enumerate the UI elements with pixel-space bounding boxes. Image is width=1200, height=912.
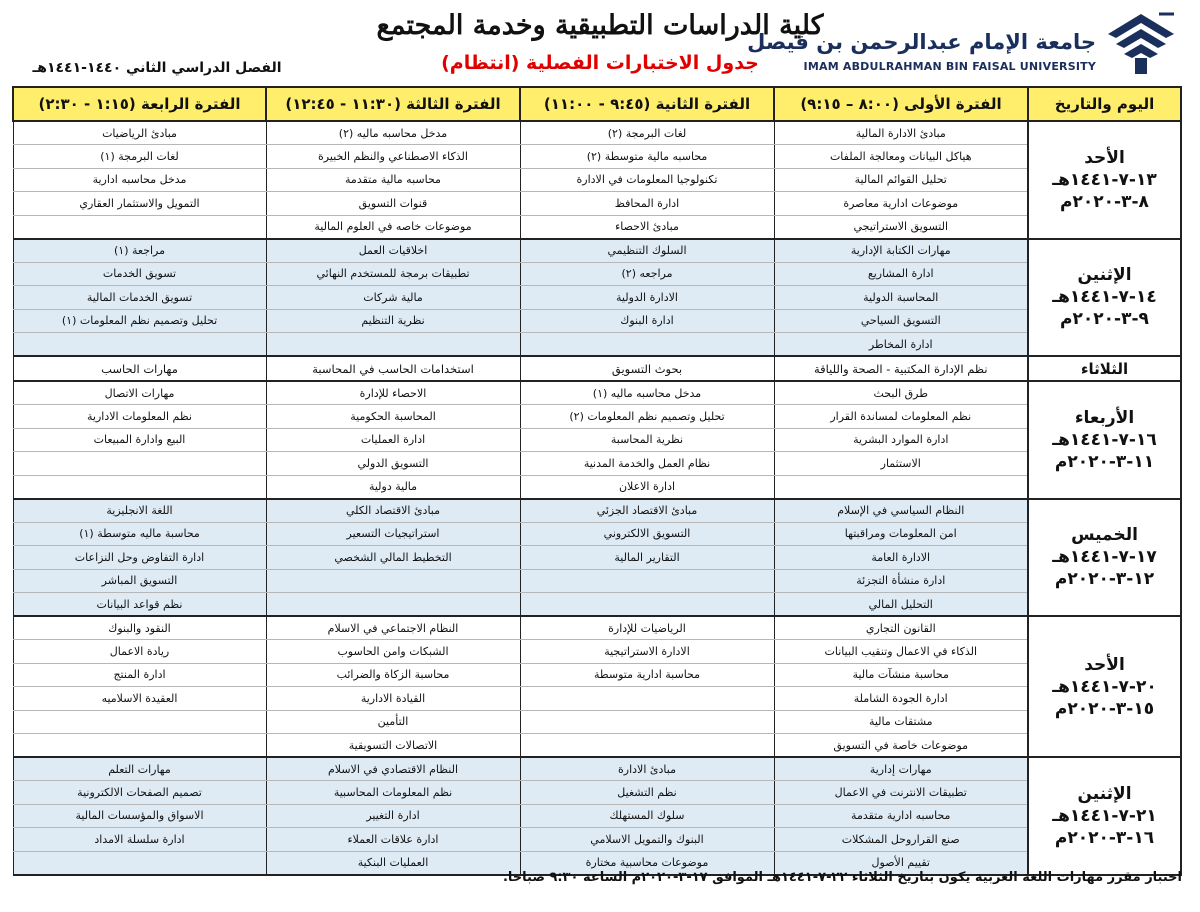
day-date-cell — [1028, 757, 1181, 875]
course-cell: مبادئ الادارة المالية — [774, 121, 1028, 145]
table-row — [13, 804, 1181, 828]
course-cell: المحاسبة الدولية — [774, 286, 1028, 310]
course-cell: مدخل محاسبه ماليه (٢) — [266, 121, 520, 145]
course-cell: البنوك والتمويل الاسلامي — [520, 828, 774, 852]
course-cell — [13, 215, 266, 239]
course-cell: لغات البرمجة (٢) — [520, 121, 774, 145]
course-cell: التسويق الدولي — [266, 452, 520, 476]
day-date-cell — [1028, 381, 1181, 499]
course-cell: القيادة الادارية — [266, 687, 520, 711]
page-title: كلية الدراسات التطبيقية وخدمة المجتمع — [376, 10, 824, 41]
course-cell — [520, 333, 774, 357]
table-row — [13, 356, 1181, 381]
course-cell: مهارات الحاسب — [13, 356, 266, 381]
course-cell: التسويق الالكتروني — [520, 522, 774, 546]
course-cell: تسويق الخدمات — [13, 262, 266, 286]
day-group — [13, 616, 1181, 757]
course-cell: طرق البحث — [774, 381, 1028, 405]
gregorian-date: ٩-٣-٢٠٢٠م — [1060, 309, 1149, 330]
course-cell: محاسبه مالية متوسطة (٢) — [520, 145, 774, 169]
course-cell: التمويل والاستثمار العقاري — [13, 192, 266, 216]
table-row — [13, 192, 1181, 216]
course-cell — [520, 734, 774, 758]
course-cell: نظام العمل والخدمة المدنية — [520, 452, 774, 476]
table-header-row — [13, 87, 1181, 121]
table-row — [13, 781, 1181, 805]
course-cell: ادارة علاقات العملاء — [266, 828, 520, 852]
course-cell: اللغة الانجليزية — [13, 499, 266, 523]
table-row — [13, 121, 1181, 145]
course-cell: ادارة الاعلان — [520, 475, 774, 499]
course-cell: ادارة المحافظ — [520, 192, 774, 216]
course-cell: مهارات إدارية — [774, 757, 1028, 781]
table-row — [13, 734, 1181, 758]
hijri-date: ١٤-٧-١٤٤١هـ — [1052, 287, 1157, 308]
page-subtitle: جدول الاختبارات الفصلية (انتظام) — [441, 52, 759, 74]
gregorian-date: ١١-٣-٢٠٢٠م — [1054, 451, 1155, 472]
day-name: الأربعاء — [1074, 407, 1135, 428]
column-header-period-1: الفترة الأولى (٨:٠٠ – ٩:١٥) — [774, 87, 1028, 121]
gregorian-date: ٨-٣-٢٠٢٠م — [1060, 191, 1149, 212]
course-cell: تكنولوجيا المعلومات في الادارة — [520, 168, 774, 192]
course-cell: محاسبة الزكاة والضرائب — [266, 663, 520, 687]
column-header-period-4: الفترة الرابعة (١:١٥ - ٢:٣٠) — [13, 87, 266, 121]
table-row — [13, 710, 1181, 734]
course-cell: الاحصاء للإدارة — [266, 381, 520, 405]
course-cell: مدخل محاسبه ماليه (١) — [520, 381, 774, 405]
day-name: الأحد — [1084, 147, 1125, 168]
table-row — [13, 405, 1181, 429]
course-cell: التسويق السياحي — [774, 309, 1028, 333]
course-cell: موضوعات خاصه في العلوم المالية — [266, 215, 520, 239]
course-cell: امن المعلومات ومراقبتها — [774, 522, 1028, 546]
course-cell: محاسبة ادارية متوسطة — [520, 663, 774, 687]
hijri-date: ٢٠-٧-١٤٤١هـ — [1052, 676, 1157, 697]
course-cell: تطبيقات برمجة للمستخدم النهائي — [266, 262, 520, 286]
university-emblem-icon — [1104, 8, 1178, 76]
table-row — [13, 381, 1181, 405]
day-name: الثلاثاء — [1080, 359, 1129, 378]
course-cell: نظم التشغيل — [520, 781, 774, 805]
course-cell: تحليل القوائم المالية — [774, 168, 1028, 192]
day-group — [13, 121, 1181, 239]
course-cell: مراجعه (٢) — [520, 262, 774, 286]
course-cell: نظرية المحاسبة — [520, 428, 774, 452]
course-cell: ادارة التفاوض وحل النزاعات — [13, 546, 266, 570]
table-row — [13, 687, 1181, 711]
course-cell: هياكل البيانات ومعالجة الملفات — [774, 145, 1028, 169]
hijri-date: ١٧-٧-١٤٤١هـ — [1052, 547, 1157, 568]
course-cell: مهارات التعلم — [13, 757, 266, 781]
course-cell: الاسواق والمؤسسات المالية — [13, 804, 266, 828]
course-cell: اخلاقيات العمل — [266, 239, 520, 263]
course-cell: مبادئ الاقتصاد الجزئي — [520, 499, 774, 523]
course-cell: محاسبه ادارية متقدمة — [774, 804, 1028, 828]
course-cell: التسويق الاستراتيجي — [774, 215, 1028, 239]
course-cell: موضوعات خاصة في التسويق — [774, 734, 1028, 758]
course-cell — [13, 710, 266, 734]
day-name: الخميس — [1071, 525, 1138, 546]
course-cell: نظم المعلومات المحاسبية — [266, 781, 520, 805]
course-cell: تصميم الصفحات الالكترونية — [13, 781, 266, 805]
course-cell: النظام الاجتماعي في الاسلام — [266, 616, 520, 640]
course-cell: الرياضيات للإدارة — [520, 616, 774, 640]
course-cell: الادارة الاستراتيجية — [520, 640, 774, 664]
table-row — [13, 593, 1181, 617]
course-cell: ادارة الجودة الشاملة — [774, 687, 1028, 711]
table-row — [13, 640, 1181, 664]
course-cell: محاسبه مالية متقدمة — [266, 168, 520, 192]
course-cell: ادارة سلسلة الامداد — [13, 828, 266, 852]
course-cell: تطبيقات الانترنت في الاعمال — [774, 781, 1028, 805]
course-cell — [520, 710, 774, 734]
semester-label: الفصل الدراسي الثاني ١٤٤٠-١٤٤١هـ — [32, 60, 282, 76]
course-cell: لغات البرمجة (١) — [13, 145, 266, 169]
course-cell — [13, 851, 266, 875]
table-row — [13, 663, 1181, 687]
course-cell: موضوعات ادارية معاصرة — [774, 192, 1028, 216]
course-cell: نظم المعلومات الادارية — [13, 405, 266, 429]
course-cell — [520, 593, 774, 617]
course-cell: مهارات الاتصال — [13, 381, 266, 405]
course-cell — [13, 452, 266, 476]
course-cell: مالية شركات — [266, 286, 520, 310]
course-cell: صنع القراروحل المشكلات — [774, 828, 1028, 852]
course-cell: تحليل وتصميم نظم المعلومات (٢) — [520, 405, 774, 429]
course-cell: ادارة الموارد البشرية — [774, 428, 1028, 452]
table-row — [13, 522, 1181, 546]
table-row — [13, 452, 1181, 476]
course-cell: النظام الاقتصادي في الاسلام — [266, 757, 520, 781]
course-cell: تحليل وتصميم نظم المعلومات (١) — [13, 309, 266, 333]
gregorian-date: ١٦-٣-٢٠٢٠م — [1054, 827, 1155, 848]
course-cell: العقيدة الاسلاميه — [13, 687, 266, 711]
course-cell: مشتقات مالية — [774, 710, 1028, 734]
table-row — [13, 428, 1181, 452]
course-cell: ادارة منشأة التجزئة — [774, 569, 1028, 593]
course-cell: العمليات البنكية — [266, 851, 520, 875]
table-row — [13, 546, 1181, 570]
university-name-en: IMAM ABDULRAHMAN BIN FAISAL UNIVERSITY — [803, 60, 1096, 73]
course-cell: الذكاء في الاعمال وتنقيب البيانات — [774, 640, 1028, 664]
hijri-date: ٢١-٧-١٤٤١هـ — [1052, 805, 1157, 826]
column-header-period-3: الفترة الثالثة (١١:٣٠ - ١٢:٤٥) — [266, 87, 520, 121]
course-cell: ادارة المنتج — [13, 663, 266, 687]
course-cell — [520, 569, 774, 593]
course-cell: التخطيط المالي الشخصي — [266, 546, 520, 570]
course-cell: المحاسبة الحكومية — [266, 405, 520, 429]
course-cell: استخدامات الحاسب في المحاسبة — [266, 356, 520, 381]
course-cell: ريادة الاعمال — [13, 640, 266, 664]
day-group — [13, 239, 1181, 357]
hijri-date: ١٦-٧-١٤٤١هـ — [1052, 429, 1157, 450]
course-cell — [13, 333, 266, 357]
course-cell: مالية دولية — [266, 475, 520, 499]
course-cell: التأمين — [266, 710, 520, 734]
day-group — [13, 499, 1181, 617]
course-cell: محاسبة منشآت مالية — [774, 663, 1028, 687]
course-cell — [774, 475, 1028, 499]
course-cell — [13, 475, 266, 499]
table-row — [13, 168, 1181, 192]
gregorian-date: ١٥-٣-٢٠٢٠م — [1054, 698, 1155, 719]
course-cell: محاسبة ماليه متوسطة (١) — [13, 522, 266, 546]
day-group — [13, 381, 1181, 499]
footnote: اختبار مقرر مهارات اللغة العربية يكون بتاريخ الثلاثاء ٢٢-٧-١٤٤١هـ الموافق ١٧-٣-٢٠٢٠م الساعة ٩:٣٠ صباحا. — [502, 870, 1182, 885]
exam-schedule-table — [12, 86, 1182, 876]
course-cell: استراتيجيات التسعير — [266, 522, 520, 546]
course-cell: الادارة العامة — [774, 546, 1028, 570]
course-cell: نظم المعلومات لمساندة القرار — [774, 405, 1028, 429]
course-cell: البيع وادارة المبيعات — [13, 428, 266, 452]
table-row — [13, 262, 1181, 286]
day-name: الأحد — [1084, 654, 1125, 675]
course-cell: التحليل المالي — [774, 593, 1028, 617]
course-cell: التقارير المالية — [520, 546, 774, 570]
course-cell: تسويق الخدمات المالية — [13, 286, 266, 310]
course-cell: الادارة الدولية — [520, 286, 774, 310]
table-row — [13, 828, 1181, 852]
course-cell: مهارات الكتابة الإدارية — [774, 239, 1028, 263]
course-cell: بحوث التسويق — [520, 356, 774, 381]
table-row — [13, 239, 1181, 263]
course-cell: مبادئ الاحصاء — [520, 215, 774, 239]
course-cell: قنوات التسويق — [266, 192, 520, 216]
day-date-cell — [1028, 121, 1181, 239]
course-cell: مبادئ الاقتصاد الكلي — [266, 499, 520, 523]
course-cell: ادارة العمليات — [266, 428, 520, 452]
course-cell: نظرية التنظيم — [266, 309, 520, 333]
course-cell: النقود والبنوك — [13, 616, 266, 640]
day-group — [13, 356, 1181, 381]
table-row — [13, 757, 1181, 781]
course-cell: ادارة المشاريع — [774, 262, 1028, 286]
day-date-cell — [1028, 356, 1181, 381]
table-row — [13, 616, 1181, 640]
course-cell: ادارة البنوك — [520, 309, 774, 333]
table-row — [13, 333, 1181, 357]
course-cell: مدخل محاسبه ادارية — [13, 168, 266, 192]
course-cell: نظم الإدارة المكتبية - الصحة واللياقة — [774, 356, 1028, 381]
course-cell — [266, 333, 520, 357]
course-cell: مراجعة (١) — [13, 239, 266, 263]
course-cell: الذكاء الاصطناعي والنظم الخبيرة — [266, 145, 520, 169]
course-cell: نظم قواعد البيانات — [13, 593, 266, 617]
column-header-day: اليوم والتاريخ — [1028, 87, 1181, 121]
course-cell — [13, 734, 266, 758]
course-cell: التسويق المباشر — [13, 569, 266, 593]
day-group — [13, 757, 1181, 875]
course-cell: موضوعات محاسبية مختارة — [520, 851, 774, 875]
day-date-cell — [1028, 499, 1181, 617]
course-cell — [266, 593, 520, 617]
table-row — [13, 475, 1181, 499]
table-row — [13, 569, 1181, 593]
course-cell — [520, 687, 774, 711]
course-cell: ادارة المخاطر — [774, 333, 1028, 357]
table-row — [13, 499, 1181, 523]
course-cell: الاتصالات التسويقية — [266, 734, 520, 758]
course-cell: سلوك المستهلك — [520, 804, 774, 828]
course-cell: السلوك التنظيمي — [520, 239, 774, 263]
hijri-date: ١٣-٧-١٤٤١هـ — [1052, 169, 1157, 190]
page-header — [0, 0, 1200, 86]
table-row — [13, 145, 1181, 169]
course-cell: مبادئ الرياضيات — [13, 121, 266, 145]
table-row — [13, 215, 1181, 239]
table-row — [13, 309, 1181, 333]
gregorian-date: ١٢-٣-٢٠٢٠م — [1054, 569, 1155, 590]
course-cell: النظام السياسي في الإسلام — [774, 499, 1028, 523]
day-date-cell — [1028, 616, 1181, 757]
day-date-cell — [1028, 239, 1181, 357]
course-cell — [266, 569, 520, 593]
course-cell: مبادئ الادارة — [520, 757, 774, 781]
course-cell: القانون التجاري — [774, 616, 1028, 640]
table-row — [13, 286, 1181, 310]
course-cell: الشبكات وامن الحاسوب — [266, 640, 520, 664]
column-header-period-2: الفترة الثانية (٩:٤٥ - ١١:٠٠) — [520, 87, 774, 121]
course-cell: تقييم الأصول — [774, 851, 1028, 875]
course-cell: الاستثمار — [774, 452, 1028, 476]
day-name: الإثنين — [1077, 265, 1132, 286]
day-name: الإثنين — [1077, 783, 1132, 804]
course-cell: ادارة التغيير — [266, 804, 520, 828]
university-name-ar: جامعة الإمام عبدالرحمن بن فيصل — [747, 30, 1096, 54]
